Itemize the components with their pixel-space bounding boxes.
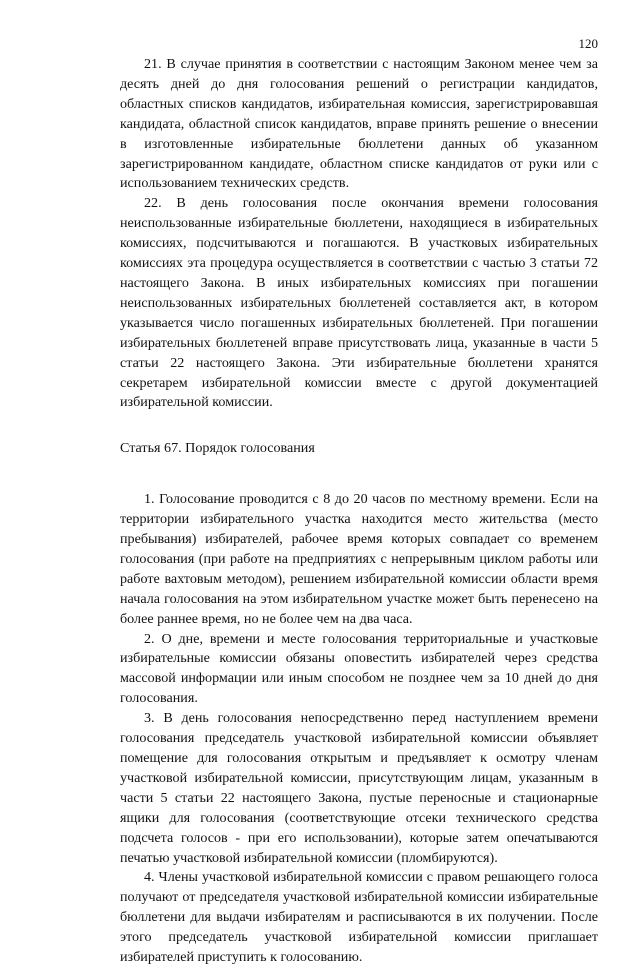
paragraph-article67-4: 4. Члены участковой избирательной комиссии с правом решающего голоса получают от председателя участковой избирательной комиссии избирательные бюллетени для выдачи избирателям и расписываются в их получении. После этого председатель участковой избирательной комиссии приглашает избирателей приступить к голосованию. xyxy=(120,869,598,966)
paragraph-article67-3: 3. В день голосования непосредственно перед наступлением времени голосования председатель участковой избирательной комиссии объявляет помещение для голосования открытым и предъявляет к осмотру членам участковой избирательной комиссии, присутствующим лицам, указанным в части 5 статьи 22 настоящего Закона, пустые переносные и стационарные ящики для голосования (соответствующие отсеки технического средства подсчета голосов - при его использовании), которые затем опечатываются печатью участковой избирательной комиссии (пломбируются). xyxy=(120,710,598,866)
paragraph-article67-2: 2. О дне, времени и месте голосования территориальные и участковые избирательные комиссии обязаны оповестить избирателей через средства массовой информации или иным способом не позднее чем за 10 дней до дня голосования. xyxy=(120,630,598,707)
paragraph-article67-1: 1. Голосование проводится с 8 до 20 часов по местному времени. Если на территории избирательного участка находится место жительства (место пребывания) избирателей, рабочее время которых совпадает со временем голосования (при работе на предприятиях с непрерывным циклом работы или работе вахтовым методом), решением избирательной комиссии области время начала голосования на этом избирательном участке может быть перенесено на более раннее время, но не более чем на два часа. xyxy=(120,491,598,627)
page-number: 120 xyxy=(578,36,598,51)
paragraph-21: 21. В случае принятия в соответствии с настоящим Законом менее чем за десять дней до дня голосования решений о регистрации кандидатов, областных списков кандидатов, избирательная комиссия, зарегистрировавшая кандидата, областной список кандидатов, вправе принять решение о внесении в изготовленные избирательные бюллетени данных об указанном зарегистрированном кандидате, областном списке кандидатов от руки или с использованием технических средств. xyxy=(120,56,598,192)
article-heading: Статья 67. Порядок голосования xyxy=(120,440,315,457)
document-body xyxy=(120,55,598,968)
paragraph-22: 22. В день голосования после окончания времени голосования неиспользованные избирательные бюллетени, находящиеся в избирательных комиссиях, подсчитываются и погашаются. В участковых избирательных комиссиях эта процедура осуществляется в соответствии с частью 3 статьи 72 настоящего Закона. В иных избирательных комиссиях при погашении неиспользованных избирательных бюллетеней составляется акт, в котором указывается число погашенных избирательных бюллетеней. При погашении избирательных бюллетеней вправе присутствовать лица, указанные в части 5 статьи 22 настоящего Закона. Эти избирательные бюллетени хранятся секретарем избирательной комиссии вместе с другой документацией избирательной комиссии. xyxy=(120,195,598,411)
